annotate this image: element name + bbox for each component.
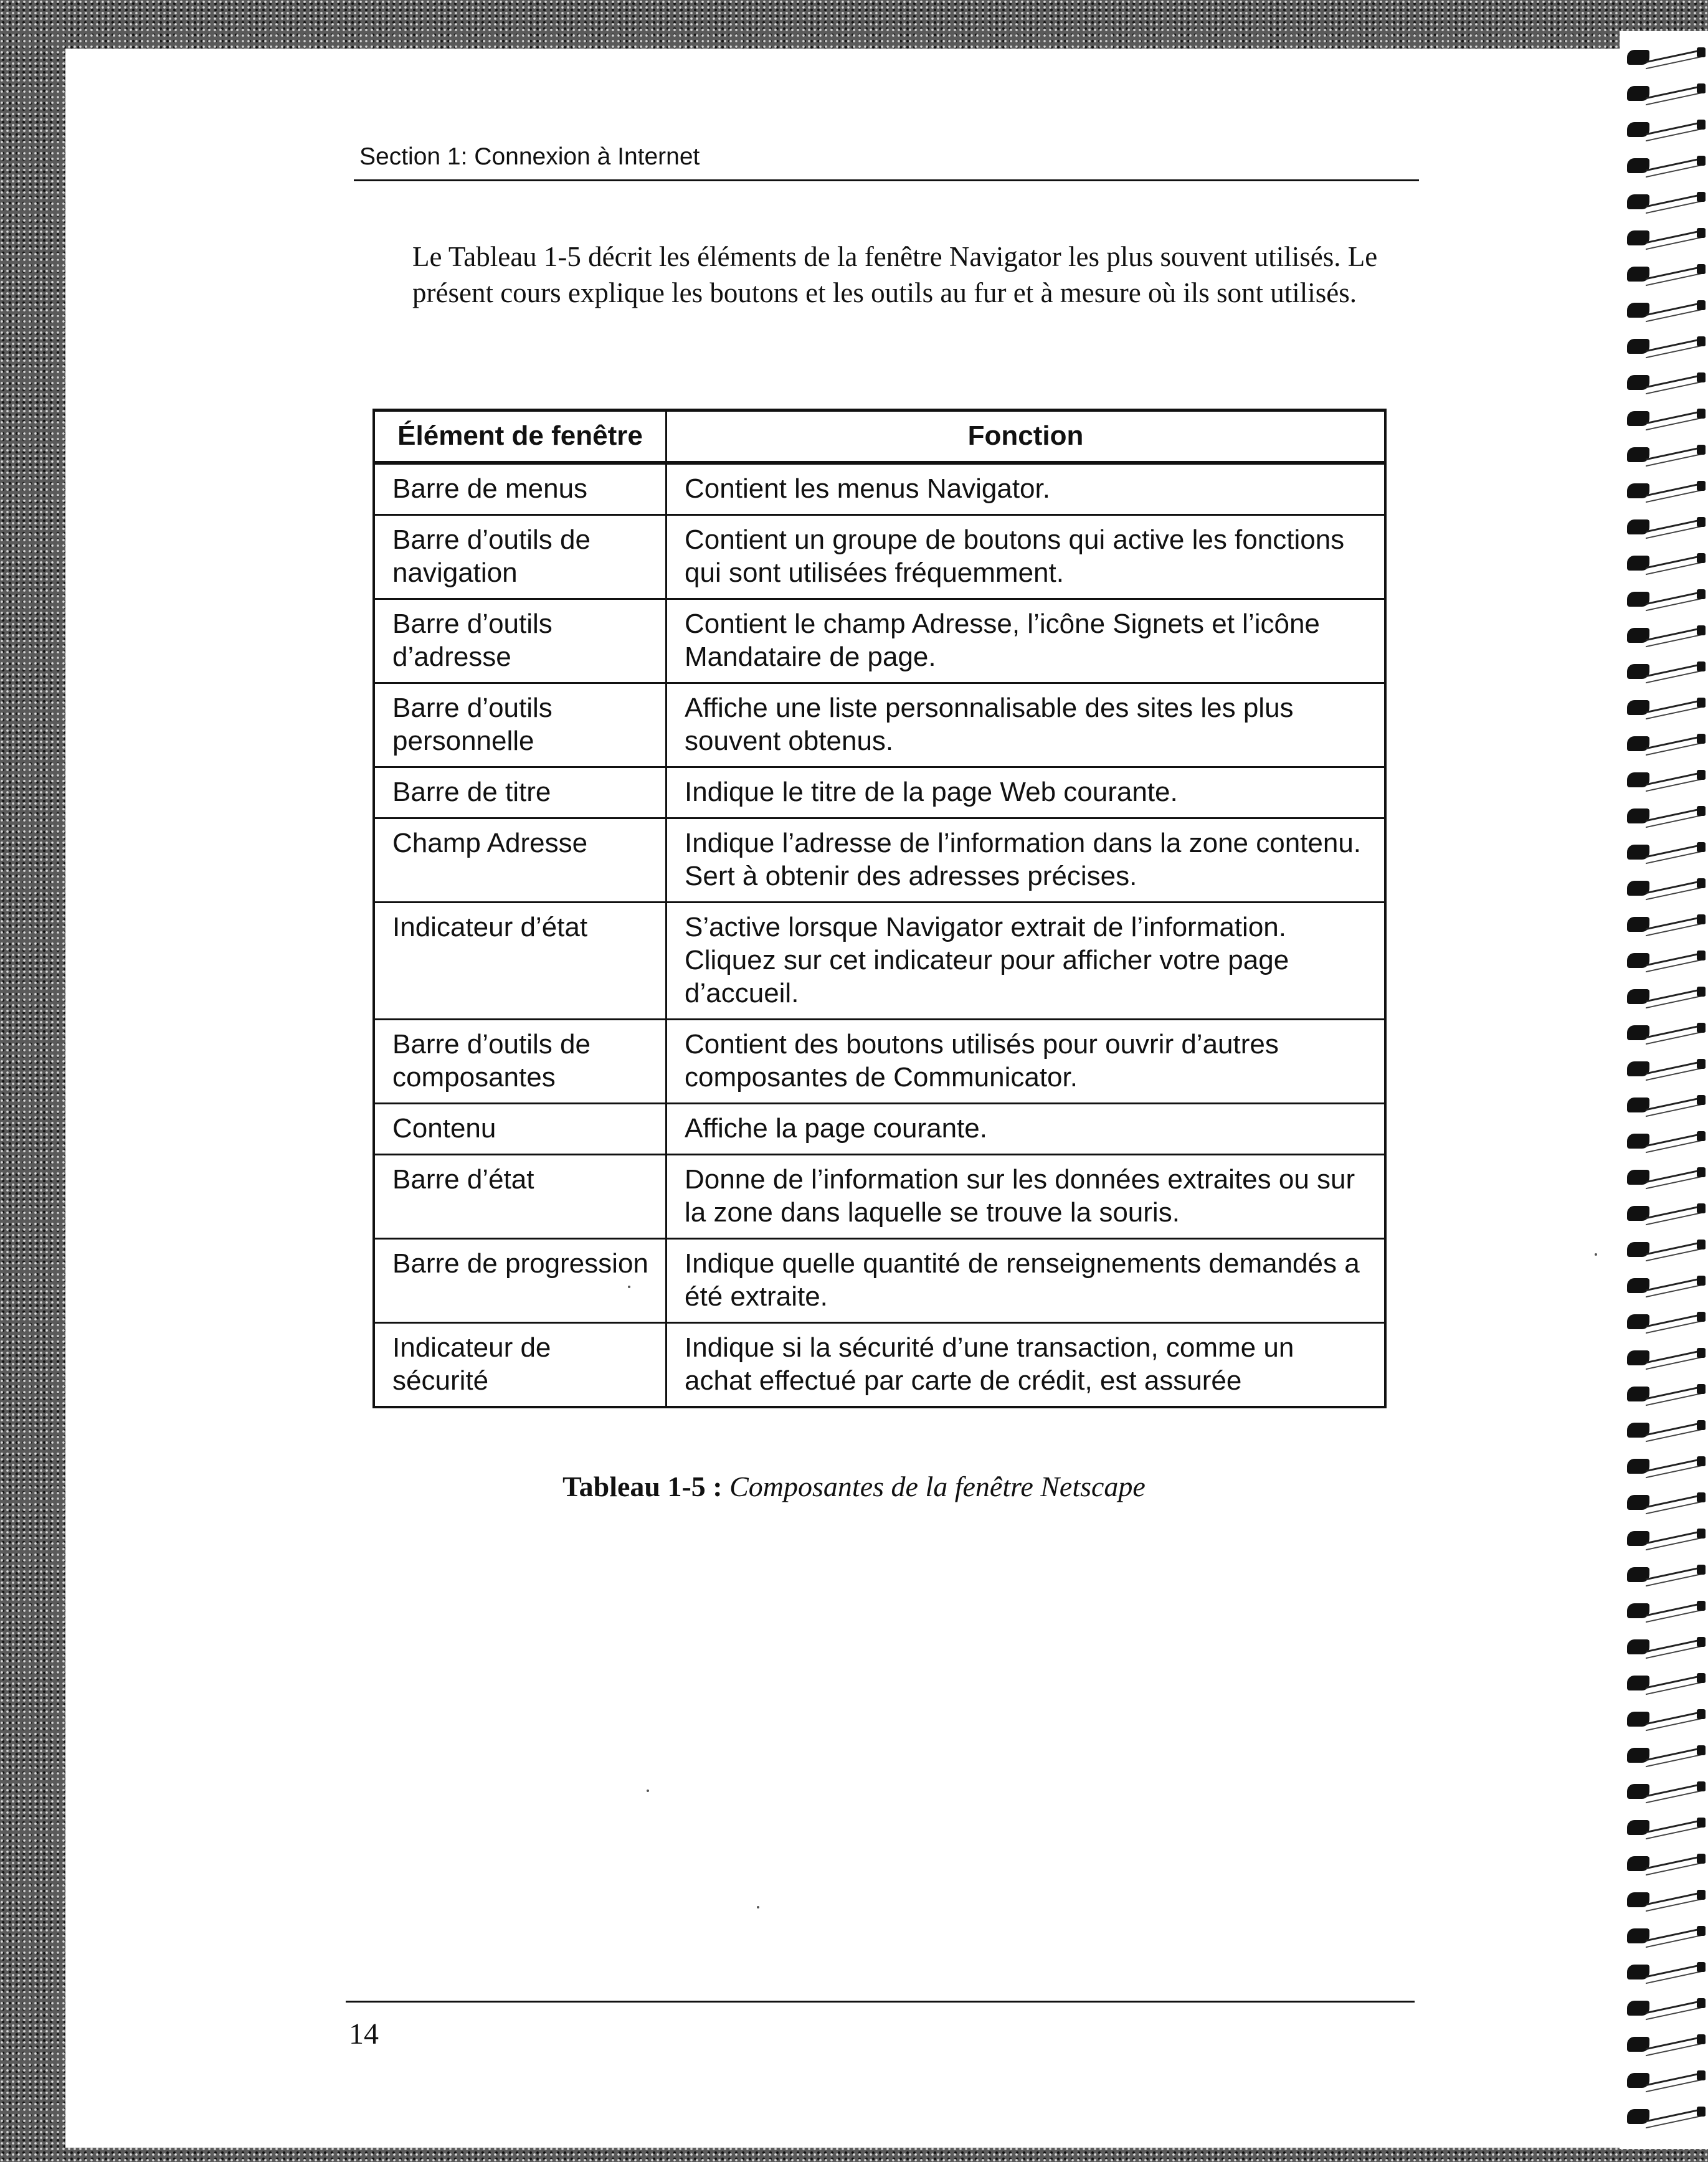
- spiral-coil: [1627, 802, 1707, 833]
- element-cell: Barre d’outils personnelle: [374, 683, 667, 767]
- spiral-coil: [1627, 549, 1707, 581]
- spiral-coil: [1627, 875, 1707, 906]
- spiral-coil: [1627, 1525, 1707, 1556]
- element-cell: Contenu: [374, 1104, 667, 1155]
- spiral-coil: [1627, 694, 1707, 725]
- spiral-coil: [1627, 1344, 1707, 1375]
- spiral-binding: [1620, 31, 1708, 2149]
- spiral-coil: [1627, 1055, 1707, 1086]
- spiral-coil: [1627, 1669, 1707, 1700]
- table-row: [374, 1239, 1385, 1323]
- intro-paragraph: Le Tableau 1-5 décrit les éléments de la fenêtre Navigator les plus souvent utilisés. Le présent cours explique les boutons et les outils au fur et à mesure où ils sont utilisés.: [412, 241, 1378, 308]
- element-cell: Barre d’outils de navigation: [374, 515, 667, 599]
- function-cell: Indique si la sécurité d’une transaction, comme un achat effectué par carte de crédit, est assurée: [667, 1323, 1386, 1408]
- spiral-coil: [1627, 1380, 1707, 1411]
- spiral-coil: [1627, 1633, 1707, 1664]
- element-cell: Barre d’outils d’adresse: [374, 599, 667, 683]
- element-cell: Barre de progression: [374, 1239, 667, 1323]
- spiral-coil: [1627, 296, 1707, 328]
- table-row: [374, 463, 1385, 515]
- spiral-coil: [1627, 1200, 1707, 1231]
- table-row: [374, 1323, 1385, 1408]
- running-header: Section 1: Connexion à Internet: [359, 143, 700, 170]
- scan-speck: [647, 1790, 649, 1792]
- spiral-coil: [1627, 838, 1707, 870]
- element-cell: Barre de menus: [374, 463, 667, 515]
- scan-speck: [1595, 1253, 1597, 1256]
- spiral-coil: [1627, 2031, 1707, 2062]
- spiral-coil: [1627, 44, 1707, 75]
- spiral-coil: [1627, 260, 1707, 292]
- function-cell: Indique quelle quantité de renseignements demandés a été extraite.: [667, 1239, 1386, 1323]
- spiral-coil: [1627, 80, 1707, 111]
- table-row: [374, 683, 1385, 767]
- spiral-coil: [1627, 586, 1707, 617]
- table-row: [374, 1020, 1385, 1104]
- spiral-coil: [1627, 1994, 1707, 2026]
- element-cell: Barre d’outils de composantes: [374, 1020, 667, 1104]
- table-row: [374, 767, 1385, 818]
- table-row: [374, 515, 1385, 599]
- table-row: [374, 599, 1385, 683]
- spiral-coil: [1627, 152, 1707, 183]
- spiral-coil: [1627, 1922, 1707, 1953]
- spiral-coil: [1627, 224, 1707, 255]
- spiral-coil: [1627, 1236, 1707, 1267]
- function-cell: Contient un groupe de boutons qui active les fonctions qui sont utilisées fréquemment.: [667, 515, 1386, 599]
- function-cell: Contient des boutons utilisés pour ouvrir d’autres composantes de Communicator.: [667, 1020, 1386, 1104]
- spiral-coil: [1627, 1742, 1707, 1773]
- function-cell: Contient les menus Navigator.: [667, 463, 1386, 515]
- spiral-coil: [1627, 947, 1707, 978]
- table-caption: [0, 1470, 1708, 1503]
- footer-rule: [346, 2001, 1415, 2003]
- spiral-coil: [1627, 1886, 1707, 1917]
- spiral-coil: [1627, 2103, 1707, 2134]
- element-cell: Indicateur d’état: [374, 903, 667, 1020]
- scan-speck: [628, 1286, 630, 1288]
- element-cell: Indicateur de sécurité: [374, 1323, 667, 1408]
- header-rule: [354, 179, 1419, 181]
- spiral-coil: [1627, 1561, 1707, 1592]
- spiral-coil: [1627, 369, 1707, 400]
- function-cell: Contient le champ Adresse, l’icône Signets et l’icône Mandataire de page.: [667, 599, 1386, 683]
- spiral-coil: [1627, 1597, 1707, 1628]
- column-header-function: Fonction: [667, 410, 1386, 463]
- spiral-coil: [1627, 1091, 1707, 1122]
- table-row: [374, 1104, 1385, 1155]
- spiral-coil: [1627, 1416, 1707, 1448]
- function-cell: Affiche une liste personnalisable des sites les plus souvent obtenus.: [667, 683, 1386, 767]
- function-cell: Indique le titre de la page Web courante.: [667, 767, 1386, 818]
- function-cell: Indique l’adresse de l’information dans la zone contenu. Sert à obtenir des adresses précises.: [667, 818, 1386, 903]
- spiral-coil: [1627, 1308, 1707, 1339]
- spiral-coil: [1627, 405, 1707, 436]
- table-row: [374, 903, 1385, 1020]
- spiral-coil: [1627, 1019, 1707, 1050]
- spiral-coil: [1627, 116, 1707, 147]
- element-cell: Barre de titre: [374, 767, 667, 818]
- table-row: [374, 818, 1385, 903]
- spiral-coil: [1627, 1705, 1707, 1737]
- spiral-coil: [1627, 441, 1707, 472]
- scan-speck: [757, 1906, 759, 1908]
- function-cell: S’active lorsque Navigator extrait de l’information. Cliquez sur cet indicateur pour afficher votre page d’accueil.: [667, 903, 1386, 1020]
- function-cell: Donne de l’information sur les données extraites ou sur la zone dans laquelle se trouve la souris.: [667, 1155, 1386, 1239]
- function-cell: Affiche la page courante.: [667, 1104, 1386, 1155]
- spiral-coil: [1627, 1272, 1707, 1303]
- spiral-coil: [1627, 513, 1707, 544]
- column-header-element: Élément de fenêtre: [374, 410, 667, 463]
- spiral-coil: [1627, 1850, 1707, 1881]
- page-number: 14: [349, 2017, 379, 2051]
- spiral-coil: [1627, 1127, 1707, 1159]
- spiral-coil: [1627, 911, 1707, 942]
- table-row: [374, 1155, 1385, 1239]
- spiral-coil: [1627, 1958, 1707, 1989]
- spiral-coil: [1627, 658, 1707, 689]
- spiral-coil: [1627, 730, 1707, 761]
- spiral-coil: [1627, 333, 1707, 364]
- spiral-coil: [1627, 766, 1707, 797]
- spiral-coil: [1627, 622, 1707, 653]
- spiral-coil: [1627, 188, 1707, 219]
- table-header-row: [374, 410, 1385, 463]
- caption-label: Tableau 1-5 :: [562, 1471, 723, 1502]
- spiral-coil: [1627, 2067, 1707, 2098]
- spiral-coil: [1627, 477, 1707, 508]
- caption-title: Composantes de la fenêtre Netscape: [729, 1471, 1146, 1502]
- spiral-coil: [1627, 1164, 1707, 1195]
- spiral-coil: [1627, 1778, 1707, 1809]
- element-cell: Champ Adresse: [374, 818, 667, 903]
- spiral-coil: [1627, 1814, 1707, 1845]
- components-table: [372, 409, 1387, 1408]
- element-cell: Barre d’état: [374, 1155, 667, 1239]
- spiral-coil: [1627, 983, 1707, 1014]
